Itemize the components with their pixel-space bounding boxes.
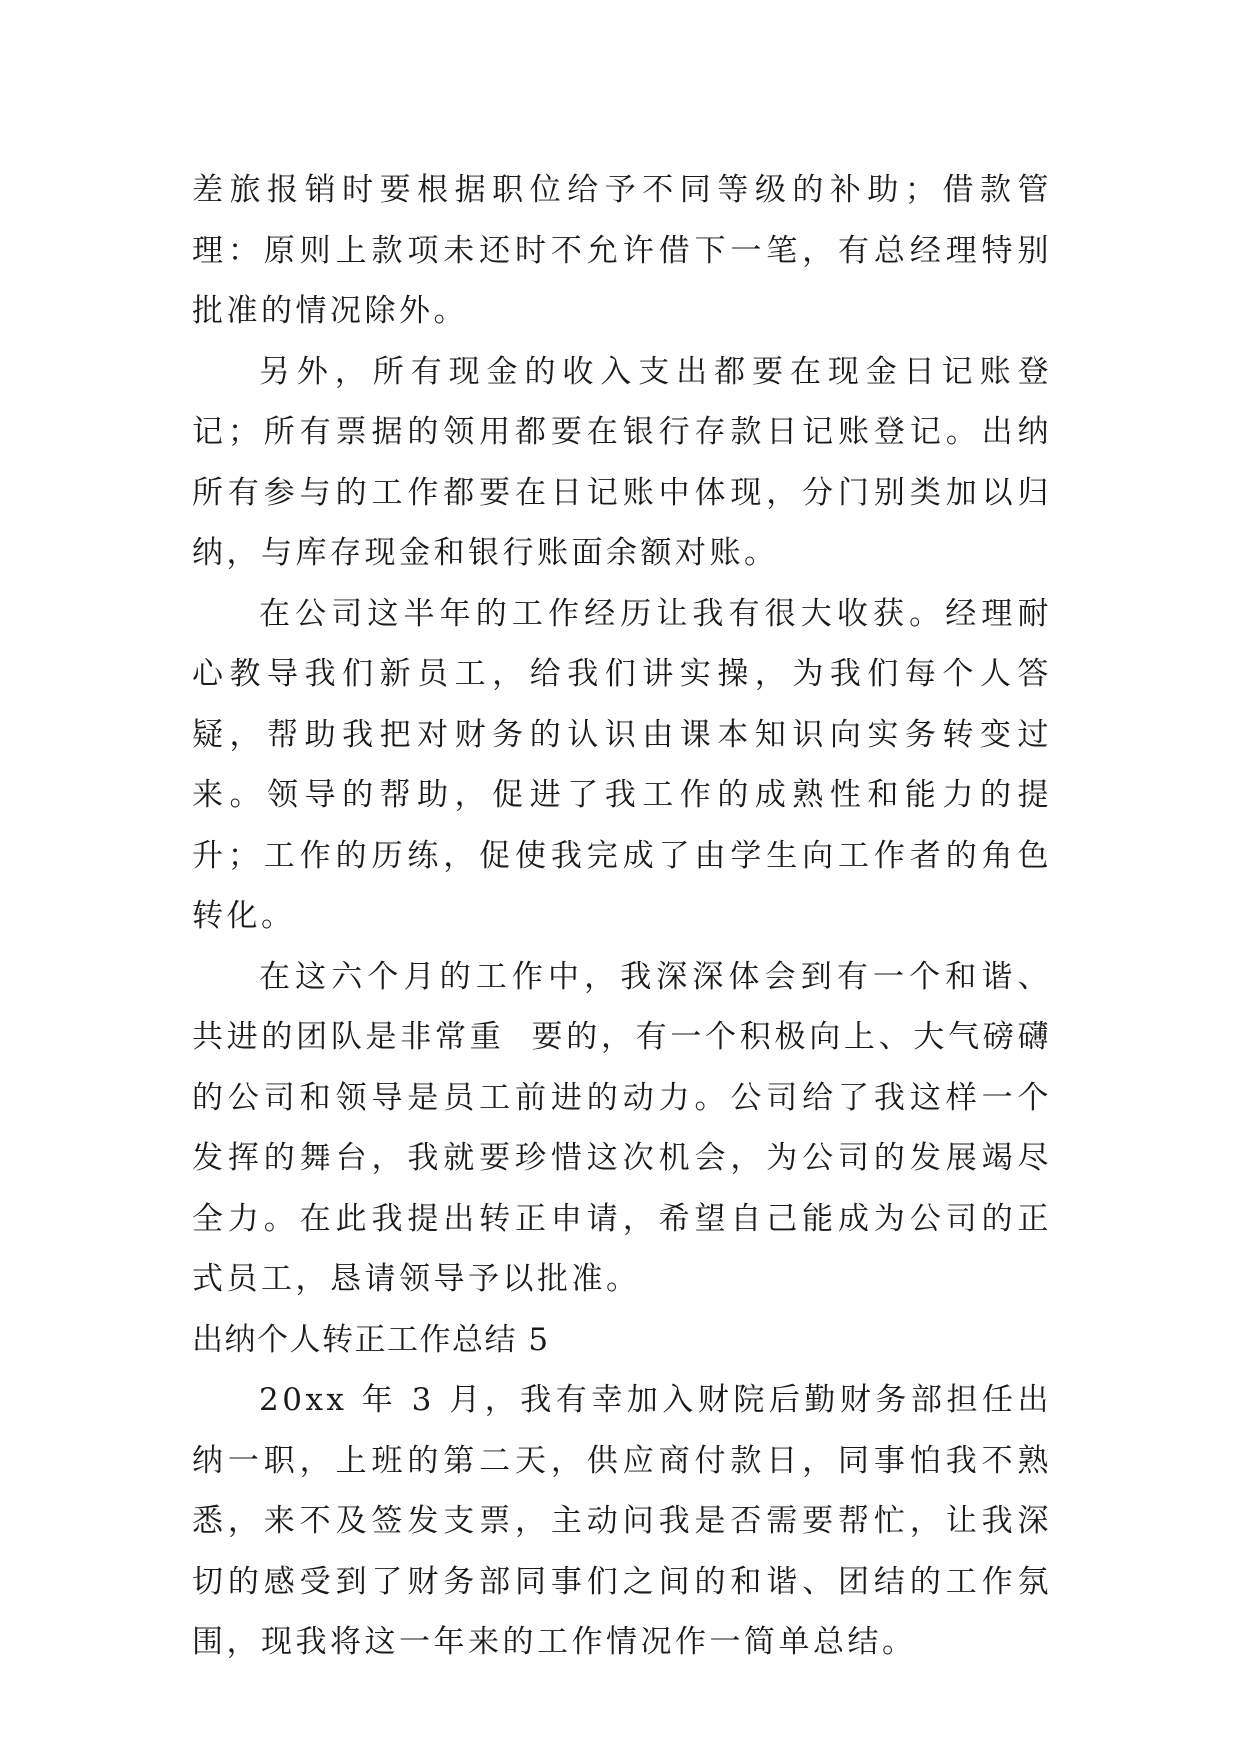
paragraph-half-year-experience: 在公司这半年的工作经历让我有很大收获。经理耐心教导我们新员工，给我们讲实操，为我们每个人答疑，帮助我把对财务的认识由课本知识向实务转变过来。领导的帮助，促进了我工作的成熟性和能力的提升；工作的历练，促使我完成了由学生向工作者的角色转化。 <box>192 595 1052 934</box>
document-body <box>192 160 1052 1673</box>
paragraph-reimbursement: 差旅报销时要根据职位给予不同等级的补助；借款管理：原则上款项未还时不允许借下一笔，有总经理特别批准的情况除外。 <box>192 172 1052 329</box>
paragraph-joining-finance-dept: 20xx 年 3 月，我有幸加入财院后勤财务部担任出纳一职，上班的第二天，供应商付款日，同事怕我不熟悉，来不及签发支票，主动问我是否需要帮忙，让我深切的感受到了财务部同事们之间的和谐、团结的工作氛围，现我将这一年来的工作情况作一简单总结。 <box>192 1382 1052 1660</box>
section-heading: 出纳个人转正工作总结 5 <box>192 1321 550 1358</box>
paragraph-cash-journal: 另外，所有现金的收入支出都要在现金日记账登记；所有票据的领用都要在银行存款日记账登记。出纳所有参与的工作都要在日记账中体现，分门别类加以归纳，与库存现金和银行账面余额对账。 <box>192 353 1052 571</box>
paragraph-regularization-request: 在这六个月的工作中，我深深体会到有一个和谐、共进的团队是非常重 要的，有一个积极向上、大气磅礴的公司和领导是员工前进的动力。公司给了我这样一个发挥的舞台，我就要珍惜这次机会，为公司的发展竭尽全力。在此我提出转正申请，希望自己能成为公司的正式员工，恳请领导予以批准。 <box>192 958 1052 1297</box>
